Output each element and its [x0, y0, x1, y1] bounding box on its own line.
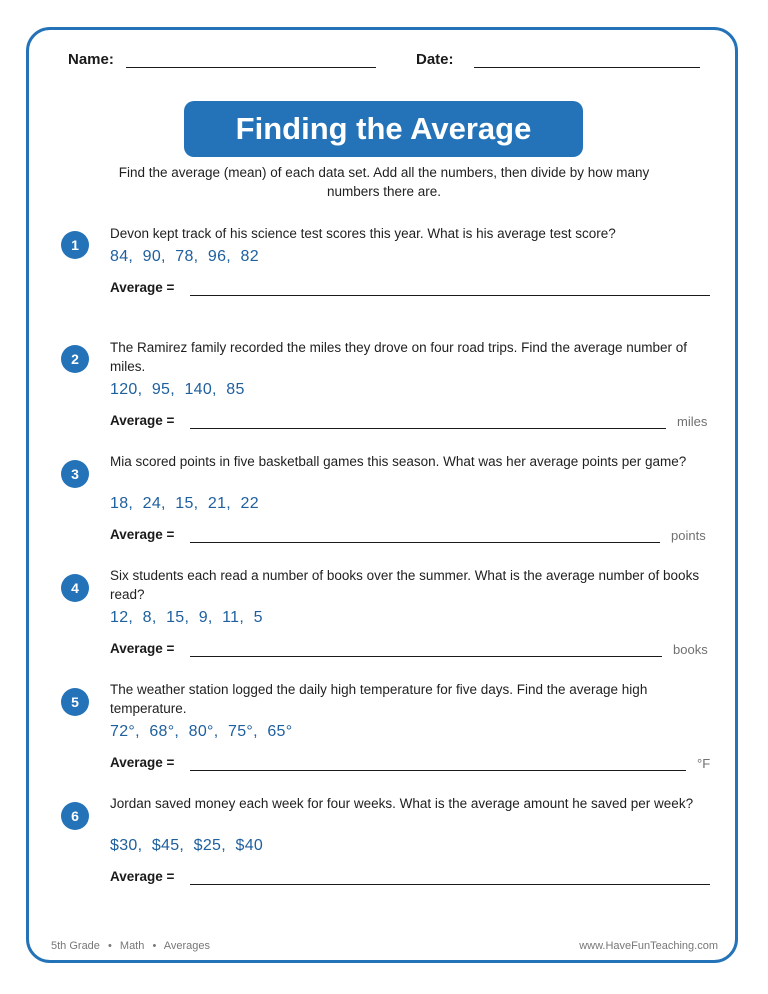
name-field[interactable]	[126, 67, 376, 68]
question-text: The Ramirez family recorded the miles they drove on four road trips. Find the average number of miles.	[110, 340, 688, 374]
question-number-badge: 2	[61, 345, 89, 373]
answer-line[interactable]	[190, 770, 686, 771]
instructions: Find the average (mean) of each data set. Add all the numbers, then divide by how many numbers there are.	[118, 165, 650, 199]
footer-subject: Math	[119, 940, 145, 952]
question-text: The weather station logged the daily high temperature for five days. Find the average high temperature.	[110, 682, 648, 716]
unit-label: miles	[677, 414, 708, 429]
answer-line[interactable]	[190, 428, 666, 429]
answer-line[interactable]	[190, 295, 710, 296]
date-field[interactable]	[474, 67, 700, 68]
header-row	[0, 49, 768, 73]
question-text: Devon kept track of his science test scores this year. What is his average test score?	[110, 226, 616, 241]
average-label: Average =	[110, 869, 175, 884]
average-label: Average =	[110, 413, 175, 428]
footer-website[interactable]: www.HaveFunTeaching.com	[579, 940, 718, 952]
average-label: Average =	[110, 280, 175, 295]
question-number-badge: 5	[61, 688, 89, 716]
answer-line[interactable]	[190, 542, 660, 543]
footer-separator: •	[107, 940, 112, 952]
date-label: Date:	[416, 51, 454, 68]
answer-line[interactable]	[190, 884, 710, 885]
data-set: 84, 90, 78, 96, 82	[110, 248, 259, 265]
footer-breadcrumb	[51, 940, 210, 952]
unit-label: °F	[697, 756, 711, 771]
data-set: $30, $45, $25, $40	[110, 837, 264, 854]
question-number-badge: 1	[61, 231, 89, 259]
data-set: 12, 8, 15, 9, 11, 5	[110, 609, 263, 626]
question-text: Jordan saved money each week for four weeks. What is the average amount he saved per week?	[110, 796, 694, 811]
question-text: Six students each read a number of books over the summer. What is the average number of books read?	[110, 568, 700, 602]
data-set: 120, 95, 140, 85	[110, 381, 245, 398]
answer-line[interactable]	[190, 656, 662, 657]
data-set: 18, 24, 15, 21, 22	[110, 495, 259, 512]
footer-separator: •	[152, 940, 157, 952]
name-label: Name:	[68, 51, 114, 68]
question-number-badge: 4	[61, 574, 89, 602]
question-text: Mia scored points in five basketball games this season. What was her average points per game?	[110, 454, 687, 469]
average-label: Average =	[110, 641, 175, 656]
question-number-badge: 6	[61, 802, 89, 830]
footer-topic: Averages	[163, 940, 211, 952]
unit-label: books	[673, 642, 708, 657]
page-title: Finding the Average	[184, 101, 583, 157]
data-set: 72°, 68°, 80°, 75°, 65°	[110, 723, 293, 740]
footer-grade: 5th Grade	[51, 940, 100, 952]
average-label: Average =	[110, 527, 175, 542]
average-label: Average =	[110, 755, 175, 770]
unit-label: points	[671, 528, 706, 543]
question-number-badge: 3	[61, 460, 89, 488]
